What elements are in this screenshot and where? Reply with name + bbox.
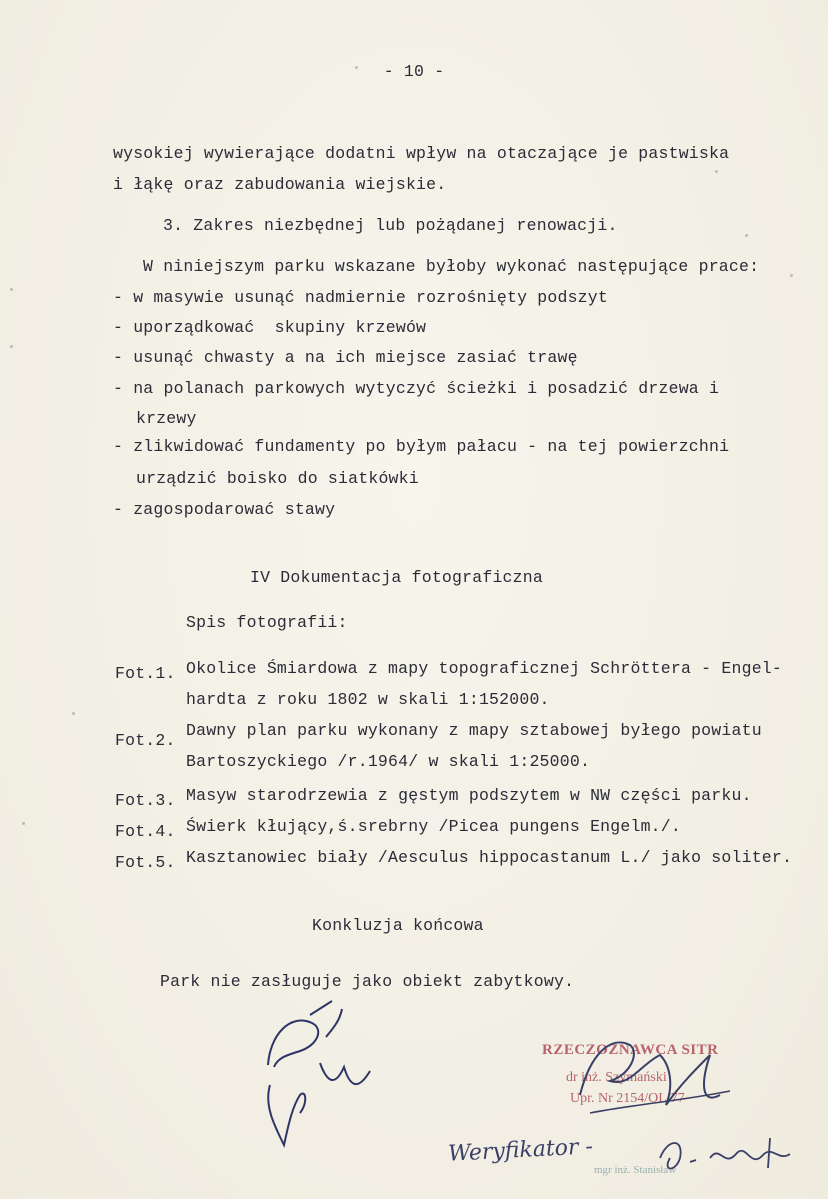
- signature-left: [240, 995, 390, 1155]
- photo-caption: hardta z roku 1802 w skali 1:152000.: [186, 690, 550, 709]
- stamp-title: RZECZOZNAWCA SITR: [542, 1042, 719, 1058]
- stamp-small: mgr inż. Stanisław: [594, 1164, 677, 1176]
- photo-list-title: Spis fotografii:: [186, 613, 348, 632]
- scan-speck: [355, 66, 358, 69]
- list-item: - na polanach parkowych wytyczyć ścieżki i posadzić drzewa i: [113, 379, 720, 398]
- photo-caption: Okolice Śmiardowa z mapy topograficznej Schröttera - Engel-: [186, 659, 782, 678]
- photo-caption: Bartoszyckiego /r.1964/ w skali 1:25000.: [186, 752, 591, 771]
- scan-speck: [745, 234, 748, 237]
- scan-speck: [10, 345, 13, 348]
- list-item: - w masywie usunąć nadmiernie rozrośnięty podszyt: [113, 288, 608, 307]
- photo-label: Fot.1.: [115, 664, 176, 683]
- scan-speck: [72, 712, 75, 715]
- verifier-handwriting: Weryfikator -: [447, 1134, 594, 1167]
- stamp-name: dr inż. Szymański: [566, 1070, 667, 1085]
- list-item: - usunąć chwasty a na ich miejsce zasiać trawę: [113, 348, 578, 367]
- verifier-signature: [650, 1128, 810, 1178]
- page-number: - 10 -: [383, 62, 445, 81]
- photo-label: Fot.3.: [115, 791, 176, 810]
- scan-speck: [715, 170, 718, 173]
- conclusion-text: Park nie zasługuje jako obiekt zabytkowy.: [160, 972, 575, 991]
- scan-speck: [22, 822, 25, 825]
- scan-speck: [790, 274, 793, 277]
- subsection-heading: 3. Zakres niezbędnej lub pożądanej renowacji.: [163, 216, 618, 235]
- stamp-license: Upr. Nr 2154/OL/77: [570, 1091, 685, 1106]
- text-line: W niniejszym parku wskazane byłoby wykonać następujące prace:: [143, 257, 760, 276]
- photo-caption: Świerk kłujący,ś.srebrny /Picea pungens Engelm./.: [186, 817, 681, 836]
- signature-right: [570, 1025, 740, 1125]
- conclusion-heading: Konkluzja końcowa: [312, 916, 484, 935]
- list-item: - uporządkować skupiny krzewów: [113, 318, 427, 337]
- list-item-continuation: urządzić boisko do siatkówki: [136, 469, 419, 488]
- photo-caption: Masyw starodrzewia z gęstym podszytem w NW części parku.: [186, 786, 752, 805]
- photo-caption: Dawny plan parku wykonany z mapy sztabowej byłego powiatu: [186, 721, 762, 740]
- photo-caption: Kasztanowiec biały /Aesculus hippocastanum L./ jako soliter.: [186, 848, 793, 867]
- text-line: i łąkę oraz zabudowania wiejskie.: [113, 175, 447, 194]
- list-item: - zlikwidować fundamenty po byłym pałacu - na tej powierzchni: [113, 437, 730, 456]
- list-item-continuation: krzewy: [136, 409, 197, 428]
- list-item: - zagospodarować stawy: [113, 500, 336, 519]
- section-heading: IV Dokumentacja fotograficzna: [250, 568, 543, 587]
- text-line: wysokiej wywierające dodatni wpływ na otaczające je pastwiska: [113, 144, 730, 163]
- photo-label: Fot.4.: [115, 822, 176, 841]
- scan-speck: [10, 288, 13, 291]
- photo-label: Fot.2.: [115, 731, 176, 750]
- photo-label: Fot.5.: [115, 853, 176, 872]
